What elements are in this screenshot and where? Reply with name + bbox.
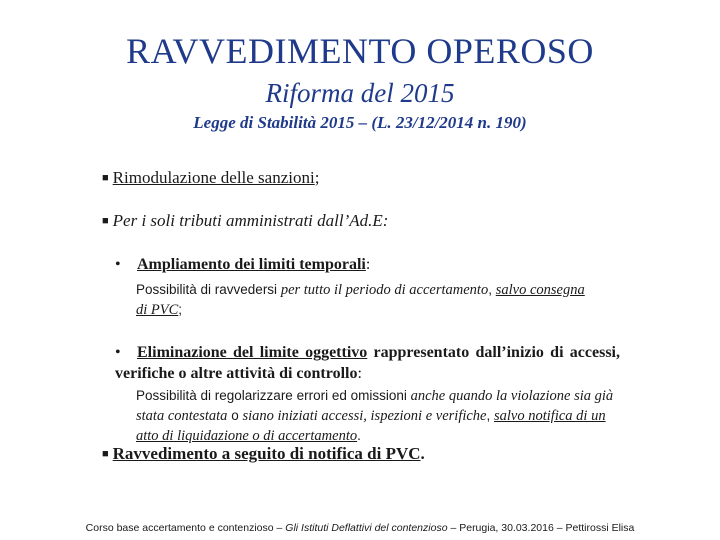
ampliamento-detail: Possibilità di ravvedersi per tutto il periodo di accertamento, salvo consegna di PVC; bbox=[136, 282, 585, 318]
square-bullet-icon: ■ bbox=[102, 172, 109, 184]
slide-footer: Corso base accertamento e contenzioso – Gli Istituti Deflattivi del contenzioso – Perugia, 30.03.2016 – Pettirossi Elisa bbox=[85, 522, 635, 534]
sub-bullet-eliminazione: • Eliminazione del limite oggettivo rappresentato dall’inizio di accessi, verifiche o altre attività di controllo: bbox=[115, 344, 620, 382]
bullet-ravvedimento-pvc: ■ Ravvedimento a seguito di notifica di PVC. bbox=[102, 444, 425, 463]
bullet-sanzioni: ■ Rimodulazione delle sanzioni; bbox=[102, 168, 320, 187]
square-bullet-icon: ■ bbox=[102, 448, 109, 460]
sub-bullet-ampliamento: • Ampliamento dei limiti temporali: bbox=[115, 256, 371, 273]
bullet-sanzioni-label: Rimodulazione delle sanzioni bbox=[112, 168, 315, 187]
law-reference: Legge di Stabilità 2015 – (L. 23/12/2014 n. 190) bbox=[193, 113, 527, 132]
slide-subtitle: Riforma del 2015 bbox=[265, 78, 455, 108]
dot-bullet-icon: • bbox=[115, 344, 121, 361]
square-bullet-icon: ■ bbox=[102, 215, 109, 227]
dot-bullet-icon: • bbox=[115, 256, 121, 273]
eliminazione-detail: Possibilità di regolarizzare errori ed omissioni anche quando la violazione sia già stata contestata o siano iniziati accessi, ispezioni e verifiche, salvo notifica di un atto di liquidazione o di accertamento. bbox=[136, 388, 614, 444]
bullet-tributi bbox=[102, 211, 388, 231]
slide-title: RAVVEDIMENTO OPEROSO bbox=[126, 31, 594, 71]
bullet-tributi-label: Per i soli tributi amministrati dall’Ad.E: bbox=[112, 211, 389, 230]
bullet-ravvedimento-label: Ravvedimento a seguito di notifica di PVC bbox=[112, 444, 421, 463]
